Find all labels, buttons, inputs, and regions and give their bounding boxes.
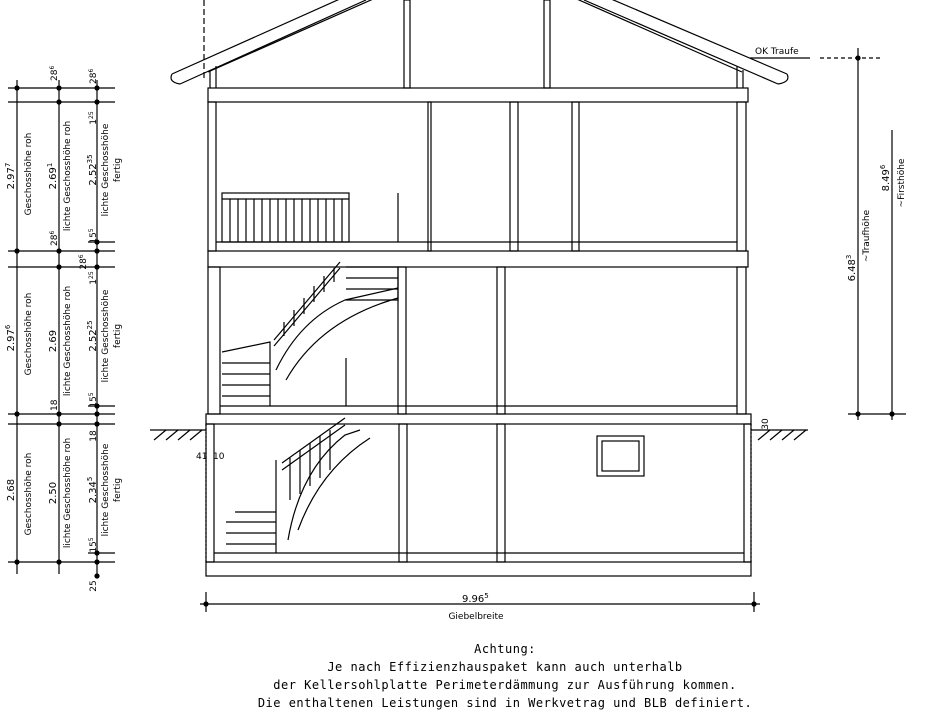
col2-og-label: lichte Geschosshöhe roh bbox=[63, 120, 73, 232]
col3-kg-label2: fertig bbox=[113, 477, 123, 503]
col3-og-label: lichte Geschosshöhe bbox=[101, 123, 111, 217]
giebelbreite-value: 9.96$^5$ bbox=[462, 592, 489, 605]
col3-base-value: 25 bbox=[89, 580, 99, 592]
svg-text:6.483: 6.48$^3$ bbox=[845, 254, 858, 282]
col3-eg-label2: fertig bbox=[113, 323, 123, 349]
railing-og bbox=[222, 193, 398, 242]
warning-note bbox=[180, 640, 830, 712]
svg-text:286: $28^6$ bbox=[49, 65, 60, 81]
col3-og-label2: fertig bbox=[113, 157, 123, 183]
col3-eg-value: 2.52 bbox=[88, 329, 99, 352]
svg-text:125: $1^{25}$ bbox=[88, 271, 99, 285]
svg-text:2.5225: 2.52$^{25}$ bbox=[86, 320, 99, 352]
col1-eg-value: 2.97 bbox=[6, 329, 17, 352]
svg-text:2.691: 2.69$^1$ bbox=[46, 162, 59, 190]
svg-text:286: $28^6$ bbox=[88, 68, 99, 84]
note-title: Achtung: bbox=[474, 642, 536, 656]
svg-text:8.496: 8.49$^6$ bbox=[879, 164, 892, 192]
col2-top-value: 28 bbox=[50, 69, 60, 81]
svg-text:286: $28^6$ bbox=[49, 230, 60, 246]
slab-eg bbox=[206, 414, 751, 424]
stair-eg bbox=[222, 262, 398, 406]
col3-kg-label: lichte Geschosshöhe bbox=[101, 443, 111, 537]
svg-text:2.345: 2.34$^5$ bbox=[86, 476, 99, 504]
col1-kg-value: 2.68 bbox=[6, 478, 17, 502]
col2-low-value: 18 bbox=[50, 399, 60, 411]
col1-og-label: Geschosshöhe roh bbox=[24, 132, 34, 216]
ok-traufe-label: OK Traufe bbox=[755, 47, 799, 57]
col1-eg-label: Geschosshöhe roh bbox=[24, 292, 34, 376]
col3-top-value: 28 bbox=[89, 72, 99, 84]
col3-a1-value: 1 bbox=[89, 118, 99, 125]
stair-kg bbox=[226, 418, 370, 553]
col3-b1-value: 15 bbox=[89, 232, 99, 244]
col2-eg-label: lichte Geschosshöhe roh bbox=[63, 285, 73, 397]
svg-text:125: $1^{25}$ bbox=[88, 111, 99, 125]
traufhoehe-label: ~Traufhöhe bbox=[862, 209, 872, 263]
col3-b3-value: 15 bbox=[89, 541, 99, 553]
firsthoehe-value: 8.49 bbox=[881, 169, 892, 192]
svg-text:2.5235: 2.52$^{35}$ bbox=[86, 154, 99, 186]
col3-eg-label: lichte Geschosshöhe bbox=[101, 289, 111, 383]
note-line-3: Die enthaltenen Leistungen sind in Werkvetrag und BLB definiert. bbox=[257, 696, 753, 710]
note-line-2: der Kellersohlplatte Perimeterdämmung zur Ausführung kommen. bbox=[273, 678, 737, 692]
slab-og bbox=[208, 251, 748, 267]
svg-text:155: $15^5$ bbox=[88, 392, 99, 408]
left-10-label: 10 bbox=[213, 452, 225, 462]
col2-og-value: 2.69 bbox=[48, 167, 59, 190]
col2-mid-value: 28 bbox=[50, 234, 60, 246]
col2-kg-value: 2.50 bbox=[48, 481, 59, 505]
svg-text:2.977: 2.97$^7$ bbox=[4, 162, 17, 190]
traufhoehe-value: 6.48 bbox=[847, 259, 858, 282]
col3-kg-value: 2.34 bbox=[88, 481, 99, 504]
giebelbreite-label: Giebelbreite bbox=[448, 612, 504, 622]
slab-kg bbox=[206, 562, 751, 576]
roof bbox=[171, 0, 788, 88]
svg-text:155: $15^5$ bbox=[88, 228, 99, 244]
col3-a2-value: 1 bbox=[89, 278, 99, 285]
ground-right bbox=[751, 430, 808, 440]
left-41-label: 41 bbox=[196, 452, 208, 462]
basement-window bbox=[597, 436, 644, 476]
col1-kg-label: Geschosshöhe roh bbox=[24, 452, 34, 536]
col3-og-value: 2.52 bbox=[88, 163, 99, 186]
col1-og-value: 2.97 bbox=[6, 167, 17, 190]
col3-b2-value: 15 bbox=[89, 396, 99, 408]
col2-kg-label: lichte Geschosshöhe roh bbox=[63, 437, 73, 549]
col2-eg-value: 2.69 bbox=[48, 329, 59, 353]
note-line-1: Je nach Effizienzhauspaket kann auch unterhalb bbox=[327, 660, 683, 674]
ground-left bbox=[150, 430, 206, 440]
svg-text:2.976: 2.97$^6$ bbox=[4, 324, 17, 352]
firsthoehe-label: ~Firsthöhe bbox=[897, 158, 907, 208]
svg-text:286: $28^6$ bbox=[78, 254, 89, 270]
right-30-label: 30 bbox=[761, 418, 771, 430]
top-ceiling bbox=[208, 88, 748, 102]
svg-text:155: $15^5$ bbox=[88, 537, 99, 553]
col3-mid-value: 28 bbox=[79, 258, 89, 270]
col3-low-value: 18 bbox=[89, 430, 99, 442]
